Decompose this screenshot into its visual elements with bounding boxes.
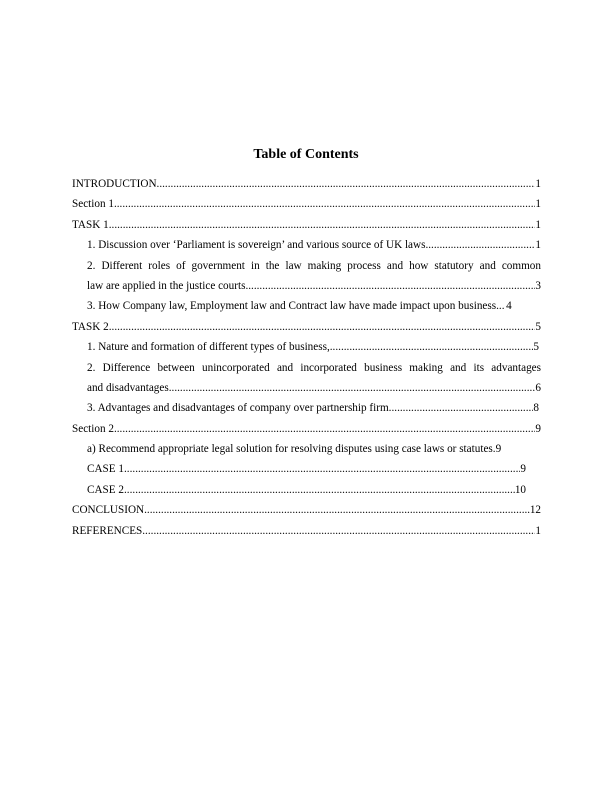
toc-entry-page: 1 [535,218,541,231]
dot-leader [114,194,535,214]
dot-leader [109,317,536,337]
dot-leader [124,459,520,479]
toc-entry-section-2-item-a[interactable] [72,439,541,459]
dot-leader [245,276,535,296]
dot-leader [114,419,535,439]
toc-entry-task-2-item-2[interactable] [72,358,541,399]
dot-leader [124,480,515,500]
dot-leader [169,378,536,398]
dot-leader [109,215,536,235]
toc-entry-label: CASE 1 [87,463,124,476]
toc-entry-page: 5 [535,320,541,333]
dot-leader [144,500,530,520]
toc-entry-task-2-item-3[interactable] [72,398,541,418]
toc-entry-line-1: 2. Different roles of government in the law making process and how statutory and common [87,259,541,272]
dot-leader [157,174,536,194]
toc-entry-page: 12 [529,504,541,517]
toc-entry-conclusion[interactable] [72,500,541,520]
toc-entry-task-1[interactable] [72,215,541,235]
dot-leader [496,296,504,316]
toc-entry-page: 6 [535,381,541,394]
toc-entry-label: TASK 2 [72,320,109,333]
toc-entry-page: 3 [535,279,541,292]
toc-entry-label: REFERENCES [72,524,143,537]
toc-entry-task-2[interactable] [72,317,541,337]
toc-entry-label: 3. How Company law, Employment law and Contract law have made impact upon business [87,300,497,313]
toc-entry-task-1-item-2[interactable] [72,256,541,297]
toc-entry-section-1[interactable] [72,194,541,214]
toc-entry-label: INTRODUCTION [72,178,157,190]
toc-entry-references[interactable] [72,521,541,541]
toc-entry-label: 3. Advantages and disadvantages of company over partnership firm [87,402,389,415]
toc-entry-label: and disadvantages [87,381,169,394]
toc-entry-label: law are applied in the justice courts [87,279,246,292]
toc-entry-page: 10 [514,483,526,496]
dot-leader [330,337,534,357]
toc-entry-page: 8 [533,402,539,415]
toc-entry-task-2-item-1[interactable] [72,337,541,357]
toc-title: Table of Contents [253,147,359,162]
toc-entry-page: 9 [495,443,502,456]
toc-entry-page: 9 [535,422,541,435]
toc-entry-label: a) Recommend appropriate legal solution for resolving disputes using case laws or statutes. [87,443,496,456]
toc-entry-page: 4 [506,300,512,313]
toc-entry-page: 1 [535,524,541,537]
toc-entry-label: TASK 1 [72,218,109,231]
toc-entry-task-1-item-1[interactable] [72,235,541,255]
toc-list [72,174,541,541]
toc-entry-page: 1 [535,198,541,211]
toc-entry-label: Section 1 [72,198,114,211]
toc-entry-task-1-item-3[interactable] [72,296,541,316]
toc-entry-label: 1. Nature and formation of different types of business, [87,341,330,354]
toc-entry-case-1[interactable] [72,459,541,479]
toc-entry-page: 1 [535,239,541,252]
dot-leader [389,398,534,418]
toc-entry-label: 1. Discussion over ‘Parliament is sovereign’ and various source of UK laws [87,239,426,252]
toc-entry-page: 1 [535,178,541,190]
toc-entry-page: 9 [520,463,526,476]
toc-entry-label: CASE 2 [87,483,124,496]
toc-entry-case-2[interactable] [72,480,541,500]
dot-leader [425,235,535,255]
dot-leader [142,521,535,541]
toc-entry-label: CONCLUSION [72,504,145,517]
toc-entry-line-1: 2. Difference between unincorporated and incorporated business making and its advantages [87,361,541,374]
toc-entry-section-2[interactable] [72,419,541,439]
toc-entry-label: Section 2 [72,422,114,435]
toc-entry-introduction[interactable] [72,174,541,194]
toc-entry-page: 5 [533,341,539,354]
